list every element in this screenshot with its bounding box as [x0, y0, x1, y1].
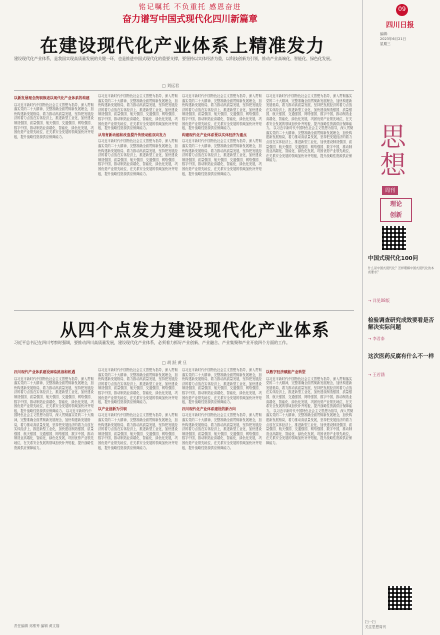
article1-column-1: [14, 94, 94, 306]
section-heading: 四川现代化产业体系建设的新方向: [182, 406, 236, 411]
body-text: 以习近平新时代中国特色社会主义思想为指导，深入贯彻落实党的二十大精神，完整准确全面贯彻新发展理念，加快构建新发展格局，着力推动高质量发展，坚持把发展经济的着力点放在实体经济上，推进新型工业化，加快建设制造强国、质量强国、航天强国、交通强国、网络强国、数字中国，推动制造业高端化、智能化、绿色化发展，巩固优势产业领先地位，在关系安全发展的领域加快补齐短板，提升战略性资源供应保障能力。: [14, 376, 94, 413]
sidebar-item-1-title: 中国式现代化100问: [368, 256, 418, 262]
section-heading: 从培育新动能和改造提升传统动能双向发力: [98, 132, 167, 137]
article2-byline: □ 胡 跃 黄 旦: [162, 360, 187, 365]
banner-subtitle: 奋力谱写中国式现代化四川新篇章: [122, 15, 258, 25]
divider: [14, 90, 354, 91]
article1-column-4: [266, 94, 354, 306]
meta-line: 2023年6月21日: [380, 37, 407, 41]
section-heading: 构建现代化产业体系要以实体经济为重点: [182, 132, 247, 137]
body-text: 以习近平新时代中国特色社会主义思想为指导，深入贯彻落实党的二十大精神，完整准确全面贯彻新发展理念，加快构建新发展格局，着力推动高质量发展，坚持把发展经济的着力点放在实体经济上，推进新型工业化，加快建设制造强国、质量强国、航天强国、交通强国、网络强国、数字中国，推动制造业高端化、智能化、绿色化发展，巩固优势产业领先地位，在关系安全发展的领域加快补齐短板，提升战略性资源供应保障能力。: [182, 368, 262, 405]
body-text: 以习近平新时代中国特色社会主义思想为指导，深入贯彻落实党的二十大精神，完整准确全面贯彻新发展理念，加快构建新发展格局，着力推动高质量发展，坚持把发展经济的着力点放在实体经济上，推进新型工业化，加快建设制造强国、质量强国、航天强国、交通强国、网络强国、数字中国，推动制造业高端化、智能化、绿色化发展，巩固优势产业领先地位，在关系安全发展的领域加快补齐短板，提升战略性资源供应保障能力。: [266, 94, 353, 131]
body-text: 以习近平新时代中国特色社会主义思想为指导，深入贯彻落实党的二十大精神，完整准确全面贯彻新发展理念，加快构建新发展格局，着力推动高质量发展，坚持把发展经济的着力点放在实体经济上，推进新型工业化，加快建设制造强国、质量强国、航天强国、交通强国、网络强国、数字中国，推动制造业高端化、智能化、绿色化发展，巩固优势产业领先地位，在关系安全发展的领域加快补齐短板，提升战略性资源供应保障能力。: [266, 376, 353, 413]
qr-code-icon: [382, 226, 406, 250]
footer-line: 扫一扫: [365, 620, 376, 624]
body-text: 以习近平新时代中国特色社会主义思想为指导，深入贯彻落实党的二十大精神，完整准确全面贯彻新发展理念，加快构建新发展格局，着力推动高质量发展，坚持把发展经济的着力点放在实体经济上，推进新型工业化，加快建设制造强国、质量强国、航天强国、交通强国、网络强国、数字中国，推动制造业高端化、智能化、绿色化发展，巩固优势产业领先地位，在关系安全发展的领域加快补齐短板，提升战略性资源供应保障能力。: [98, 139, 178, 176]
body-text: 以习近平新时代中国特色社会主义思想为指导，深入贯彻落实党的二十大精神，完整准确全面贯彻新发展理念，加快构建新发展格局，着力推动高质量发展，坚持把发展经济的着力点放在实体经济上，推进新型工业化，加快建设制造强国、质量强国、航天强国、交通强国、网络强国、数字中国，推动制造业高端化、智能化、绿色化发展，巩固优势产业领先地位，在关系安全发展的领域加快补齐短板，提升战略性资源供应保障能力。: [266, 126, 354, 163]
body-text: 以习近平新时代中国特色社会主义思想为指导，深入贯彻落实党的二十大精神，完整准确全面贯彻新发展理念，加快构建新发展格局，着力推动高质量发展，坚持把发展经济的着力点放在实体经济上，推进新型工业化，加快建设制造强国、质量强国、航天强国、交通强国、网络强国、数字中国，推动制造业高端化、智能化、绿色化发展，巩固优势产业领先地位，在关系安全发展的领域加快补齐短板，提升战略性资源供应保障能力。: [98, 94, 178, 131]
sidebar-item-1-text: 什么是中国式现代化？怎样理解中国式现代化的本质要求？: [368, 266, 435, 275]
meta-line: 星期三: [380, 42, 391, 46]
sidebar-item-3-link[interactable]: → 王若涵: [368, 372, 385, 377]
article1-dek: 建设现代化产业体系，是我国实现高质量发展的关键一环，也是推进中国式现代化的重要支撑，要坚持以实体经济为重，以科技创新为引领，推动产业高端化、智能化、绿色化发展。: [14, 56, 334, 61]
section-heading: 以数字经济赋能产业转型: [266, 370, 306, 374]
body-text: 以习近平新时代中国特色社会主义思想为指导，深入贯彻落实党的二十大精神，完整准确全面贯彻新发展理念，加快构建新发展格局，着力推动高质量发展，坚持把发展经济的着力点放在实体经济上，推进新型工业化，加快建设制造强国、质量强国、航天强国、交通强国、网络强国、数字中国，推动制造业高端化、智能化、绿色化发展，巩固优势产业领先地位，在关系安全发展的领域加快补齐短板，提升战略性资源供应保障能力。: [266, 408, 354, 445]
headline-second: 从四个点发力建设现代化产业体系: [60, 321, 330, 341]
section-heading: 以新发展理念统领推进以现代化产业体系的构建: [14, 96, 90, 100]
section-heading: 以产业创新为引领: [98, 406, 127, 411]
article2-column-1: [14, 368, 94, 618]
section-heading: 四川现代产业体系建设面临挑战和机遇: [14, 370, 76, 374]
sidebar-item-3-title: 这次医药反腐有什么不一样: [368, 354, 435, 360]
article2-column-2: [98, 368, 178, 618]
issue-meta: [380, 32, 436, 47]
divider: [14, 310, 354, 311]
seal-top: 理论: [389, 201, 402, 208]
qr-code-icon: [388, 586, 412, 610]
article2-dek: 习近平总书记在四川考察时强调，要推动四川高质量发展，建设现代化产业体系，必须着力抓好产业创新、产业融合、产业集聚和产业开放四个方面的工作。: [14, 340, 290, 345]
footer-line: 关注思想周刊: [365, 625, 386, 629]
article2-column-3: [182, 368, 262, 618]
headline-main: 在建设现代化产业体系上精准发力: [40, 36, 325, 57]
seal-bottom: 创新: [389, 212, 402, 219]
meta-line: 编辑：: [380, 32, 391, 36]
article1-column-3: [182, 94, 262, 306]
body-text: 以习近平新时代中国特色社会主义思想为指导，深入贯彻落实党的二十大精神，完整准确全面贯彻新发展理念，加快构建新发展格局，着力推动高质量发展，坚持把发展经济的着力点放在实体经济上，推进新型工业化，加快建设制造强国、质量强国、航天强国、交通强国、网络强国、数字中国，推动制造业高端化、智能化、绿色化发展，巩固优势产业领先地位，在关系安全发展的领域加快补齐短板，提升战略性资源供应保障能力。: [14, 408, 94, 450]
weekly-badge: 周刊: [382, 186, 398, 195]
body-text: 以习近平新时代中国特色社会主义思想为指导，深入贯彻落实党的二十大精神，完整准确全面贯彻新发展理念，加快构建新发展格局，着力推动高质量发展，坚持把发展经济的着力点放在实体经济上，推进新型工业化，加快建设制造强国、质量强国、航天强国、交通强国、网络强国、数字中国，推动制造业高端化、智能化、绿色化发展，巩固优势产业领先地位，在关系安全发展的领域加快补齐短板，提升战略性资源供应保障能力。: [182, 413, 262, 450]
body-text: 以习近平新时代中国特色社会主义思想为指导，深入贯彻落实党的二十大精神，完整准确全面贯彻新发展理念，加快构建新发展格局，着力推动高质量发展，坚持把发展经济的着力点放在实体经济上，推进新型工业化，加快建设制造强国、质量强国、航天强国、交通强国、网络强国、数字中国，推动制造业高端化、智能化、绿色化发展，巩固优势产业领先地位，在关系安全发展的领域加快补齐短板，提升战略性资源供应保障能力。: [182, 94, 262, 131]
paper-logo: 四川日报: [386, 21, 414, 29]
banner-slogan: 铭记嘱托 不负重托 感恩奋进: [138, 3, 242, 11]
page-number-badge: 09: [396, 4, 408, 16]
sidebar-item-2-link[interactable]: → 李君泰: [368, 336, 385, 341]
body-text: 以习近平新时代中国特色社会主义思想为指导，深入贯彻落实党的二十大精神，完整准确全面贯彻新发展理念，加快构建新发展格局，着力推动高质量发展，坚持把发展经济的着力点放在实体经济上，推进新型工业化，加快建设制造强国、质量强国、航天强国、交通强国、网络强国、数字中国，推动制造业高端化、智能化、绿色化发展，巩固优势产业领先地位，在关系安全发展的领域加快补齐短板，提升战略性资源供应保障能力。: [182, 139, 262, 176]
article1-byline: □ 刘远君: [162, 83, 180, 88]
sidebar-item-1-link[interactable]: → 详见08版: [368, 298, 390, 303]
article2-column-4: [266, 368, 354, 618]
section-title: 思想: [380, 123, 407, 181]
masthead-banner: [70, 2, 310, 26]
article1-column-2: [98, 94, 178, 306]
sidebar-item-2-title: 检验调查研究成效要看是否解决实际问题: [368, 318, 435, 331]
body-text: 以习近平新时代中国特色社会主义思想为指导，深入贯彻落实党的二十大精神，完整准确全面贯彻新发展理念，加快构建新发展格局，着力推动高质量发展，坚持把发展经济的着力点放在实体经济上，推进新型工业化，加快建设制造强国、质量强国、航天强国、交通强国、网络强国、数字中国，推动制造业高端化、智能化、绿色化发展，巩固优势产业领先地位，在关系安全发展的领域加快补齐短板，提升战略性资源供应保障能力。: [98, 368, 178, 405]
seal-logo: [380, 198, 412, 222]
body-text: 以习近平新时代中国特色社会主义思想为指导，深入贯彻落实党的二十大精神，完整准确全面贯彻新发展理念，加快构建新发展格局，着力推动高质量发展，坚持把发展经济的着力点放在实体经济上，推进新型工业化，加快建设制造强国、质量强国、航天强国、交通强国、网络强国、数字中国，推动制造业高端化、智能化、绿色化发展，巩固优势产业领先地位，在关系安全发展的领域加快补齐短板，提升战略性资源供应保障能力。: [14, 102, 94, 139]
editor-credit: 责任编辑 邓维秀 编辑 黄文翔: [14, 624, 60, 628]
sidebar-footer: [365, 620, 437, 630]
body-text: 以习近平新时代中国特色社会主义思想为指导，深入贯彻落实党的二十大精神，完整准确全面贯彻新发展理念，加快构建新发展格局，着力推动高质量发展，坚持把发展经济的着力点放在实体经济上，推进新型工业化，加快建设制造强国、质量强国、航天强国、交通强国、网络强国、数字中国，推动制造业高端化、智能化、绿色化发展，巩固优势产业领先地位，在关系安全发展的领域加快补齐短板，提升战略性资源供应保障能力。: [98, 413, 178, 450]
